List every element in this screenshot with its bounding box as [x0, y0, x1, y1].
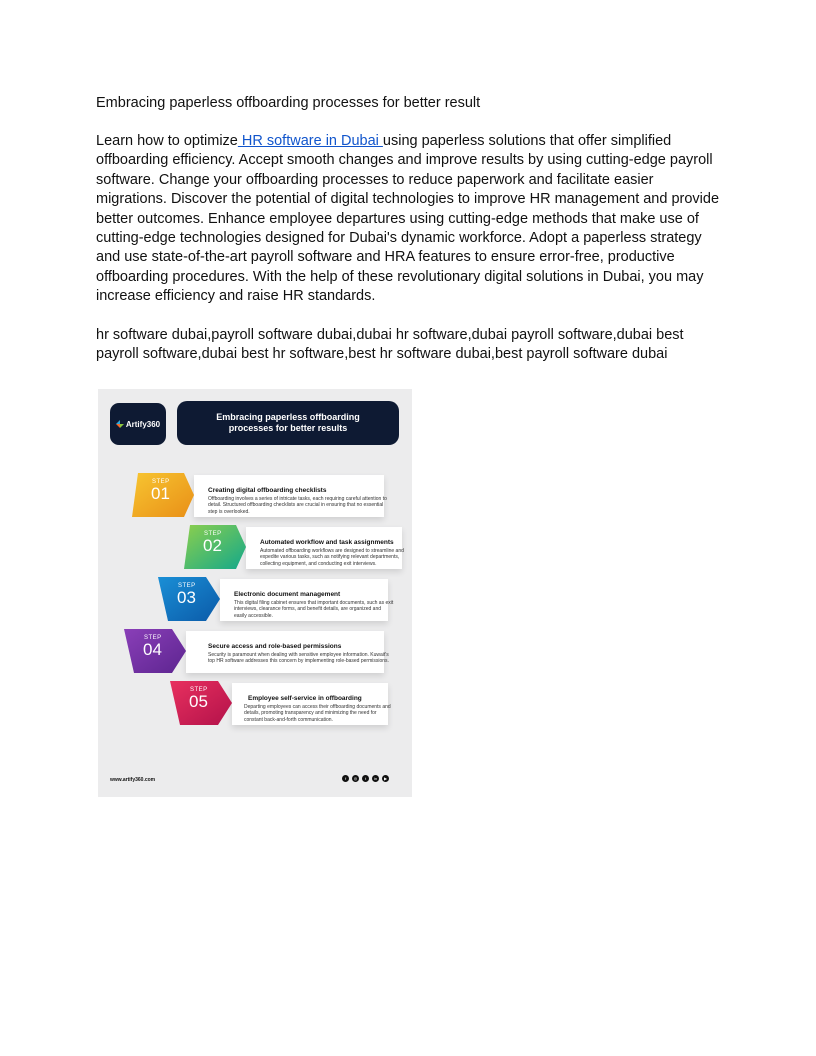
- step-badge: [124, 629, 186, 673]
- document-body: [96, 94, 722, 364]
- intro-paragraph: [96, 132, 722, 307]
- step-title: Employee self-service in offboarding: [248, 695, 362, 702]
- step-number: 03: [177, 588, 196, 607]
- footer-website: www.artify360.com: [110, 777, 156, 783]
- step-label: STEP: [204, 531, 222, 537]
- social-links: [342, 775, 389, 782]
- logo-text: Artify360: [125, 419, 161, 429]
- step-label: STEP: [190, 687, 208, 693]
- logo-mark-icon: [116, 420, 124, 428]
- step-badge: [132, 473, 194, 517]
- step-number: 04: [143, 640, 162, 659]
- paragraph-lead-text: Learn how to optimize: [96, 133, 238, 149]
- keywords-list: hr software dubai,payroll software dubai,dubai hr software,dubai payroll software,dubai best payroll software,dubai best hr software,best hr software dubai,best payroll software dubai: [96, 326, 684, 363]
- step-title: Creating digital offboarding checklists: [208, 487, 327, 494]
- linkedin-icon[interactable]: in: [373, 776, 378, 781]
- infographic-heading: Embracing paperless offboarding processes for better results: [177, 401, 399, 445]
- step-description: This digital filing cabinet ensures that important documents, such as exit interviews, clearance forms, and benefit details, are organized and easily accessible.: [234, 600, 394, 619]
- step-description: Security is paramount when dealing with sensitive employee information. Kuwait's top HR software addresses this concern by implementing role-based permissions.: [208, 652, 389, 665]
- step-description: Departing employees can access their offboarding documents and details, promoting transparency and minimizing the need for constant back-and-forth communication.: [244, 704, 391, 723]
- step-badge: [158, 577, 220, 621]
- step-description: Offboarding involves a series of intricate tasks, each requiring careful attention to detail. Structured offboarding checklists are crucial in ensuring that no essential step is overlooked.: [208, 496, 387, 515]
- youtube-icon[interactable]: ▶: [383, 776, 388, 781]
- paragraph-body-text: using paperless solutions that offer simplified offboarding efficiency. Accept smooth changes and improve results by using cutting-edge payroll software. Change your offboarding processes to reduce paperwork and facilitate easier migrations. Discover the potential of digital technologies to improve HR management and provide better outcomes. Enhance employee departures using cutting-edge methods that make use of cutting-edge technologies designed for Dubai's dynamic workforce. Adopt a paperless strategy and use state-of-the-art payroll software and HRA features to ensure error-free, productive offboarding procedures. With the help of these revolutionary digital solutions in Dubai, you may increase efficiency and raise HR standards.: [96, 133, 720, 305]
- step-number: 01: [151, 484, 170, 503]
- document-title: Embracing paperless offboarding processes for better result: [96, 95, 481, 111]
- step-badge: [170, 681, 232, 725]
- twitter-icon[interactable]: t: [362, 775, 369, 782]
- step-number: 05: [189, 692, 208, 711]
- step-title: Secure access and role-based permissions: [208, 643, 342, 650]
- step-number: 02: [203, 536, 222, 555]
- step-label: STEP: [144, 635, 162, 641]
- hr-software-dubai-link[interactable]: HR software in Dubai: [237, 133, 383, 149]
- step-label: STEP: [152, 479, 170, 485]
- step-title: Electronic document management: [234, 591, 341, 598]
- instagram-icon[interactable]: ◎: [353, 776, 358, 781]
- facebook-icon[interactable]: f: [342, 775, 349, 782]
- offboarding-infographic: [98, 389, 412, 797]
- step-label: STEP: [178, 583, 196, 589]
- step-badge: [184, 525, 246, 569]
- step-title: Automated workflow and task assignments: [260, 539, 394, 546]
- step-description: Automated offboarding workflows are designed to streamline and expedite various tasks, such as notifying relevant departments, collecting equipment, and conducting exit interviews.: [260, 548, 404, 567]
- artify360-logo: [110, 403, 166, 445]
